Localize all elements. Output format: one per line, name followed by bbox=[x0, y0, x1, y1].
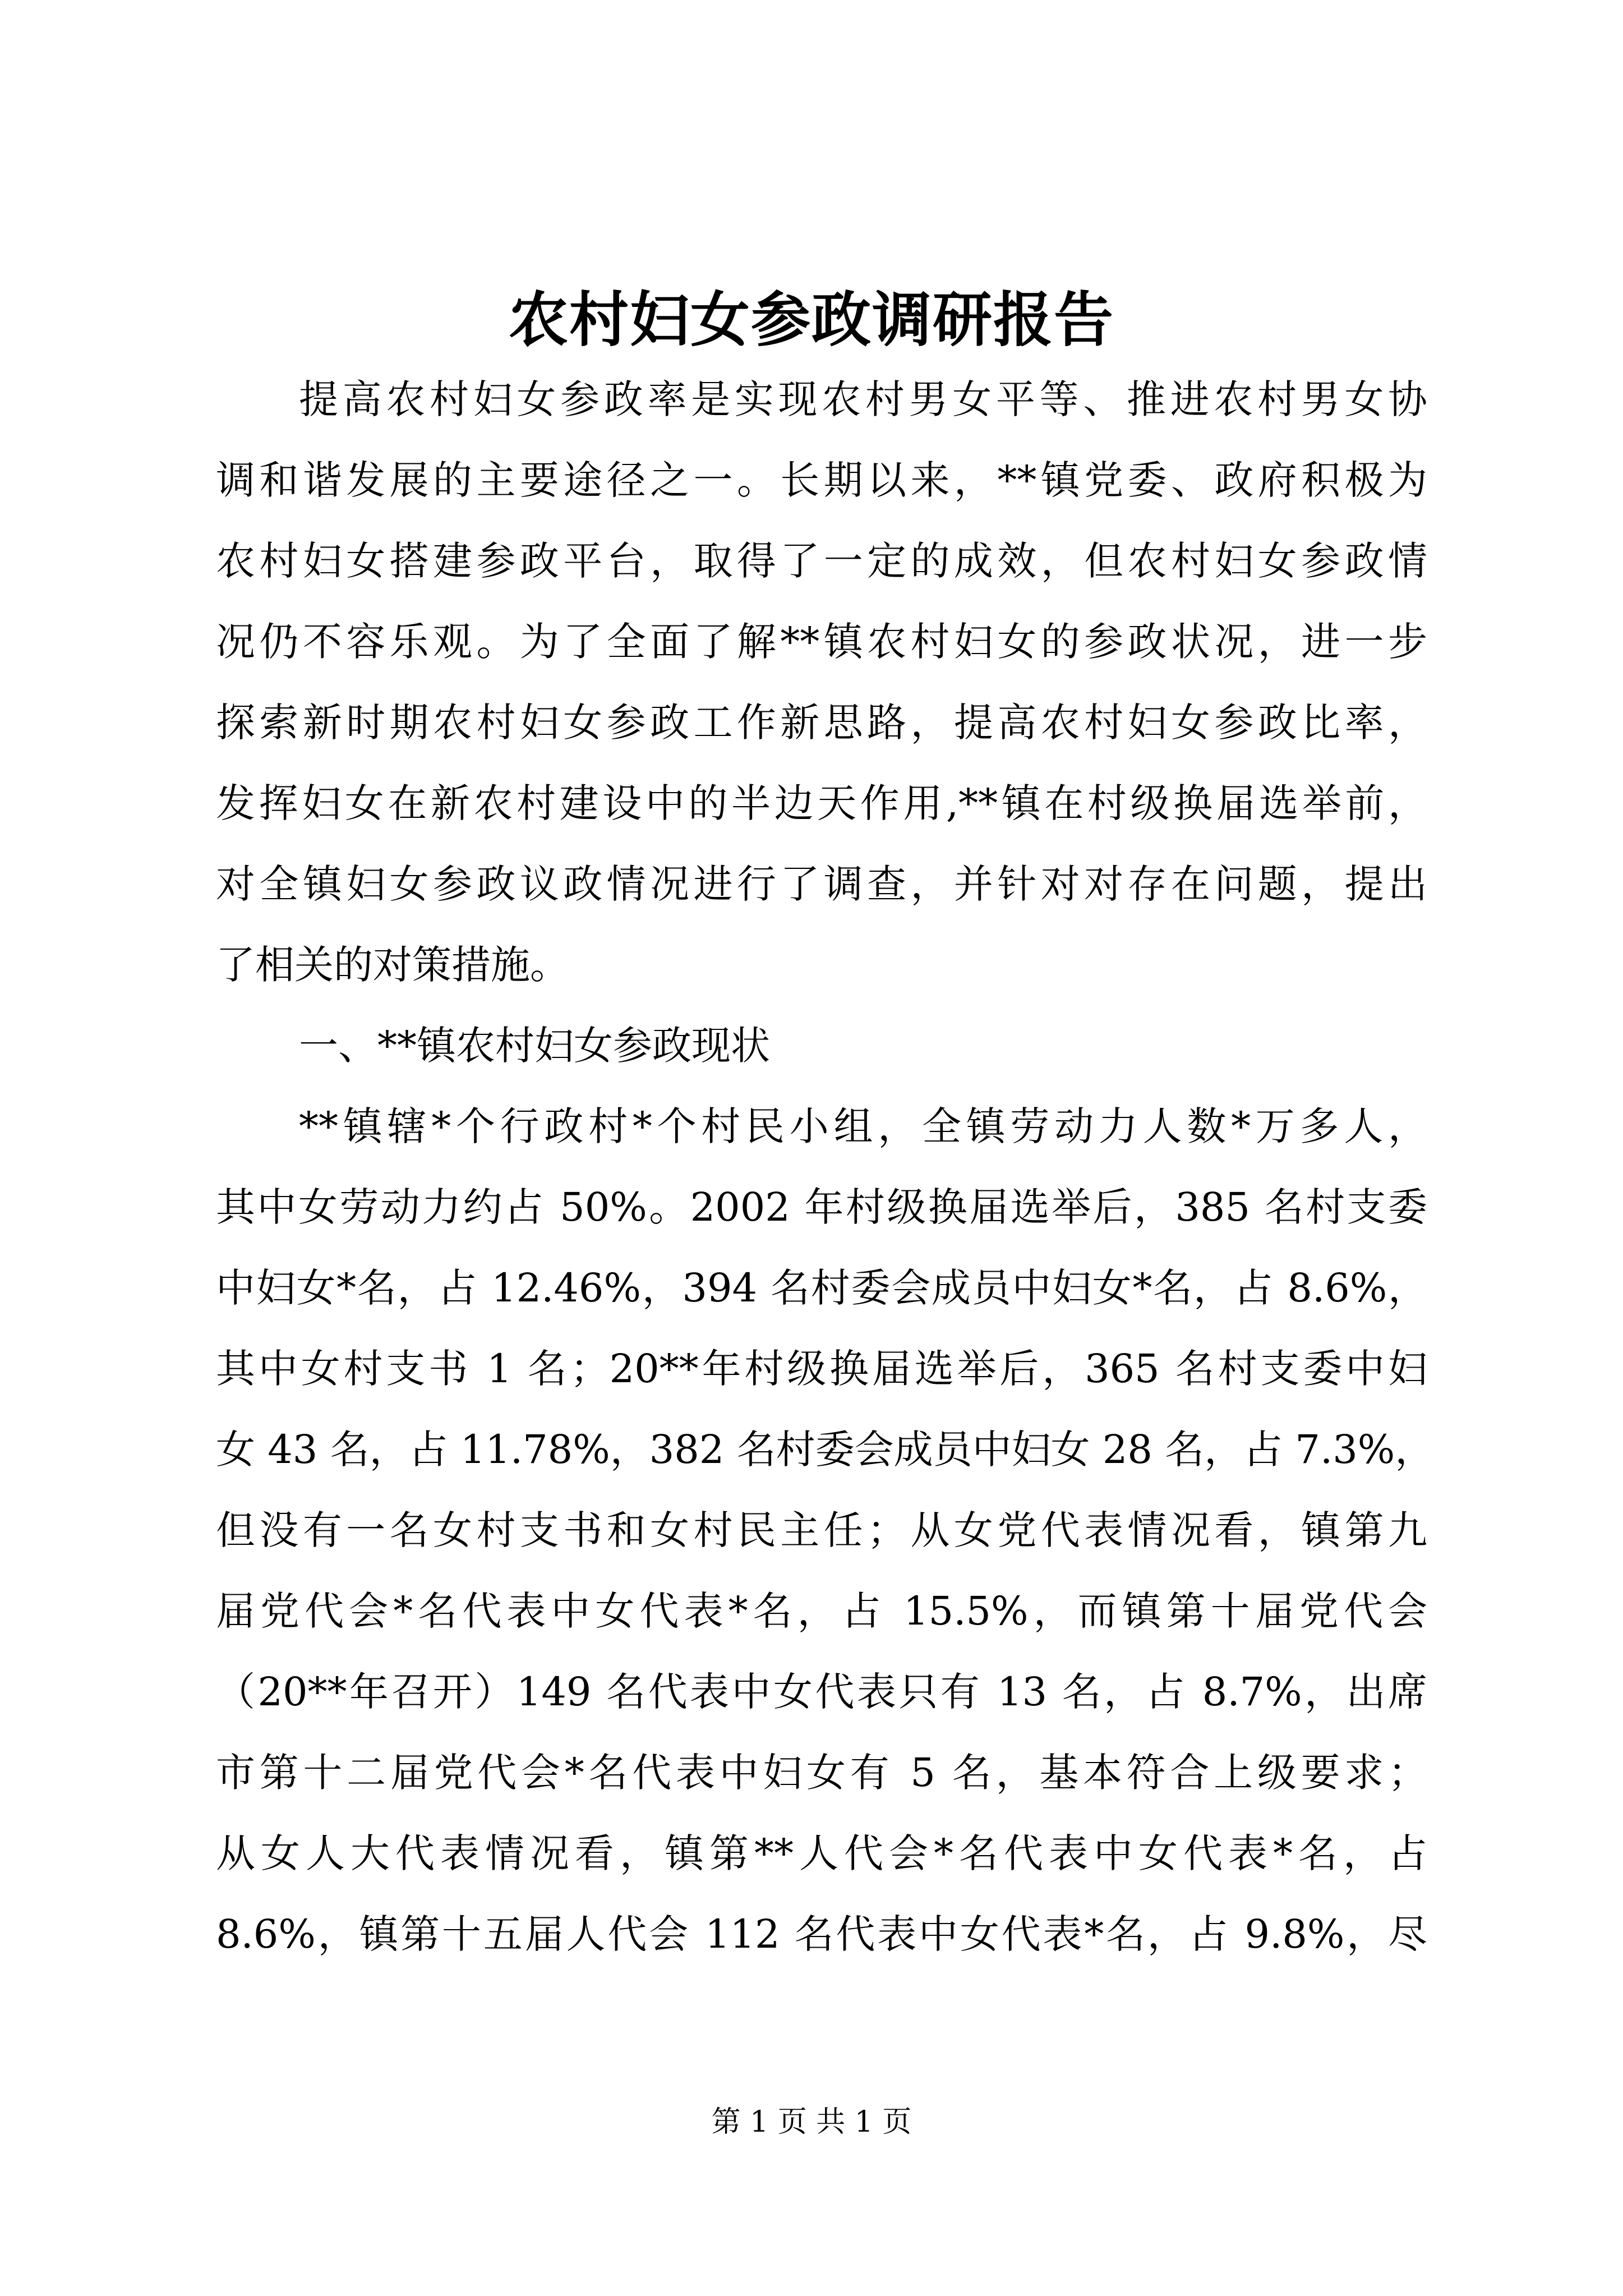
page-footer: 第 1 页 共 1 页 bbox=[711, 2105, 912, 2139]
section-heading: 一、**镇农村妇女参政现状 bbox=[299, 1023, 770, 1069]
paragraph-line: 女 43 名，占 11.78%，382 名村委会成员中妇女 28 名，占 7.3%， bbox=[216, 1427, 1435, 1473]
paragraph-line: 8.6%，镇第十五届人代会 112 名代表中女代表*名，占 9.8%，尽 bbox=[216, 1911, 1427, 1957]
paragraph-line: 探索新时期农村妇女参政工作新思路，提高农村妇女参政比率， bbox=[216, 700, 1427, 746]
paragraph-line: 了相关的对策措施。 bbox=[216, 942, 569, 988]
paragraph-line: 况仍不容乐观。为了全面了解**镇农村妇女的参政状况，进一步 bbox=[216, 619, 1427, 665]
paragraph-line: 从女人大代表情况看，镇第**人代会*名代表中女代表*名，占 bbox=[216, 1830, 1427, 1876]
document-body bbox=[216, 359, 1435, 1975]
paragraph-line: **镇辖*个行政村*个村民小组，全镇劳动力人数*万多人， bbox=[299, 1103, 1427, 1149]
paragraph-line: 其中女村支书 1 名；20**年村级换届选举后，365 名村支委中妇 bbox=[216, 1346, 1427, 1392]
paragraph-line: 其中女劳动力约占 50%。2002 年村级换届选举后，385 名村支委 bbox=[216, 1184, 1427, 1230]
paragraph-line: 调和谐发展的主要途径之一。长期以来，**镇党委、政府积极为 bbox=[216, 457, 1427, 503]
paragraph-line: 对全镇妇女参政议政情况进行了调查，并针对对存在问题，提出 bbox=[216, 861, 1427, 907]
paragraph-line: 发挥妇女在新农村建设中的半边天作用,**镇在村级换届选举前， bbox=[216, 780, 1427, 826]
paragraph-line: 届党代会*名代表中女代表*名，占 15.5%，而镇第十届党代会 bbox=[216, 1588, 1427, 1634]
paragraph-line: 市第十二届党代会*名代表中妇女有 5 名，基本符合上级要求； bbox=[216, 1750, 1427, 1796]
paragraph-line: 提高农村妇女参政率是实现农村男女平等、推进农村男女协 bbox=[299, 376, 1427, 422]
paragraph-line: 农村妇女搭建参政平台，取得了一定的成效，但农村妇女参政情 bbox=[216, 538, 1427, 584]
paragraph-line: （20**年召开）149 名代表中女代表只有 13 名，占 8.7%，出席 bbox=[216, 1669, 1427, 1715]
document-title: 农村妇女参政调研报告 bbox=[509, 284, 1114, 355]
paragraph-line: 中妇女*名，占 12.46%，394 名村委会成员中妇女*名，占 8.6%， bbox=[216, 1265, 1427, 1311]
paragraph-line: 但没有一名女村支书和女村民主任；从女党代表情况看，镇第九 bbox=[216, 1507, 1427, 1553]
